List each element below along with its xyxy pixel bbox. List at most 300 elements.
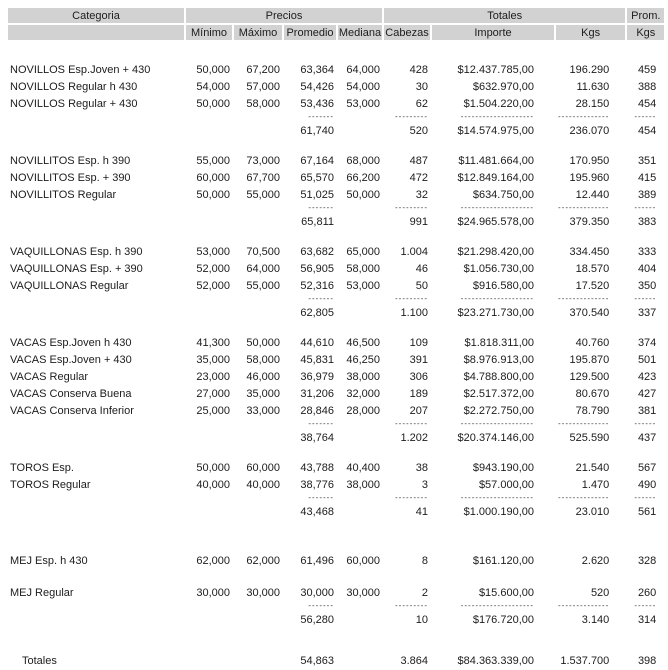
dash-kgs: --------------: [558, 420, 610, 428]
subtotal-categoria: [8, 612, 184, 627]
cell-promedio: 44,610: [300, 336, 334, 349]
cell-prom_kgs: 567: [637, 461, 657, 474]
cell-prom_kgs: 459: [637, 63, 657, 76]
table-row: [8, 62, 664, 77]
cell-kgs: 2.620: [581, 554, 610, 567]
cell-prom_kgs: 333: [637, 245, 657, 258]
cell-prom_kgs: 388: [637, 80, 657, 93]
cell-minimo: 60,000: [196, 171, 230, 184]
cell-maximo: 64,000: [246, 262, 280, 275]
cell-minimo: 50,000: [196, 188, 230, 201]
cell-importe: $12.437.785,00: [457, 63, 534, 76]
cell-kgs: 11.630: [576, 80, 610, 93]
subtotal-cabezas: 520: [409, 124, 428, 137]
spacer-cell: [8, 629, 664, 651]
dash-mediana: [338, 420, 382, 428]
table-row: [8, 170, 664, 185]
cell-mediana: 32,000: [346, 387, 380, 400]
totals-cabezas: 3.864: [400, 654, 428, 667]
cell-minimo: 62,000: [196, 554, 230, 567]
dash-prom_kgs: ------: [634, 420, 657, 428]
totals-maximo: [234, 653, 282, 668]
dash-kgs: --------------: [558, 602, 610, 610]
cell-mediana: 46,500: [346, 336, 380, 349]
cell-cabezas: 189: [409, 387, 428, 400]
cell-cabezas: 109: [409, 336, 428, 349]
dash-categoria: [8, 602, 184, 610]
subtotal-maximo: [234, 123, 282, 138]
cell-mediana: 38,000: [346, 370, 380, 383]
subtotal-row: [8, 214, 664, 229]
cell-categoria: VAQUILLONAS Regular: [10, 279, 129, 292]
cell-importe: $943.190,00: [472, 461, 534, 474]
cell-importe: $57.000,00: [478, 478, 534, 491]
subtotal-row: [8, 305, 664, 320]
cell-promedio: 38,776: [300, 478, 334, 491]
cell-mediana: 46,250: [346, 353, 380, 366]
cell-mediana: 60,000: [346, 554, 380, 567]
dash-kgs: --------------: [558, 494, 610, 502]
subtotal-promedio: 65,811: [301, 215, 334, 228]
separator-row: [8, 295, 664, 303]
header-categoria-blank: [8, 25, 184, 40]
dash-categoria: [8, 420, 184, 428]
cell-mediana: 53,000: [346, 279, 380, 292]
cell-kgs: 78.790: [575, 404, 610, 417]
dash-categoria: [8, 295, 184, 303]
dash-cabezas: ---------: [395, 113, 428, 121]
subtotal-minimo: [186, 214, 232, 229]
cell-kgs: 170.950: [569, 154, 610, 167]
subtotal-cabezas: 1.100: [400, 306, 428, 319]
dash-minimo: [186, 420, 232, 428]
cell-importe: $15.600,00: [478, 586, 534, 599]
cell-prom_kgs: 423: [637, 370, 657, 383]
spacer-row: [8, 140, 664, 151]
dash-maximo: [234, 602, 282, 610]
cell-minimo: 50,000: [196, 97, 230, 110]
dash-kgs: --------------: [558, 113, 610, 121]
cell-cabezas: 32: [415, 188, 428, 201]
spacer-row: [8, 42, 664, 60]
dash-mediana: [338, 113, 382, 121]
cell-prom_kgs: 389: [637, 188, 657, 201]
subtotal-importe: $1.000.190,00: [463, 505, 534, 518]
cell-cabezas: 428: [409, 63, 428, 76]
cell-categoria: MEJ Regular: [10, 586, 74, 599]
cell-maximo: 40,000: [246, 478, 280, 491]
cell-prom_kgs: 381: [637, 404, 657, 417]
separator-row: [8, 204, 664, 212]
table-footer: [8, 653, 664, 668]
subtotal-minimo: [186, 612, 232, 627]
cell-prom_kgs: 404: [637, 262, 657, 275]
cell-prom_kgs: 501: [637, 353, 657, 366]
cell-categoria: NOVILLITOS Regular: [10, 188, 117, 201]
cell-cabezas: 38: [415, 461, 428, 474]
cell-importe: $12.849.164,00: [457, 171, 534, 184]
cell-prom_kgs: 260: [637, 586, 657, 599]
cell-importe: $1.504.220,00: [463, 97, 534, 110]
cell-maximo: 62,000: [246, 554, 280, 567]
dash-cabezas: ---------: [395, 420, 428, 428]
table-row: [8, 369, 664, 384]
spacer-cell: [8, 42, 664, 60]
cell-mediana: 54,000: [346, 80, 380, 93]
cell-minimo: 53,000: [196, 245, 230, 258]
subtotal-maximo: [234, 430, 282, 445]
cell-importe: $1.818.311,00: [464, 336, 534, 349]
subtotal-prom_kgs: 383: [637, 215, 657, 228]
subtotal-minimo: [186, 123, 232, 138]
spacer-cell: [8, 322, 664, 333]
dash-kgs: --------------: [558, 204, 610, 212]
header-totales: Totales: [384, 8, 625, 23]
dash-maximo: [234, 113, 282, 121]
table-row: [8, 244, 664, 259]
table-row: [8, 477, 664, 492]
price-report-table: [6, 6, 666, 670]
subtotal-mediana: [338, 305, 382, 320]
spacer-cell: [8, 521, 664, 551]
dash-prom_kgs: ------: [634, 113, 657, 121]
header-row-columns: [8, 25, 664, 40]
cell-importe: $1.056.730,00: [463, 262, 534, 275]
cell-maximo: 58,000: [246, 97, 280, 110]
cell-prom_kgs: 454: [637, 97, 657, 110]
cell-prom_kgs: 374: [637, 336, 657, 349]
dash-importe: --------------------: [460, 494, 534, 502]
subtotal-promedio: 38,764: [300, 431, 334, 444]
cell-mediana: 66,200: [346, 171, 380, 184]
cell-categoria: NOVILLITOS Esp. h 390: [10, 154, 131, 167]
header-maximo: Máximo: [234, 25, 282, 40]
dash-importe: --------------------: [460, 602, 534, 610]
cell-importe: $161.120,00: [472, 554, 534, 567]
header-mediana: Mediana: [338, 26, 382, 39]
cell-kgs: 40.760: [575, 336, 610, 349]
dash-prom_kgs: ------: [634, 602, 657, 610]
header-row-groups: [8, 8, 664, 23]
cell-cabezas: 487: [409, 154, 428, 167]
spacer-row: [8, 629, 664, 651]
subtotal-prom_kgs: 337: [637, 306, 657, 319]
subtotal-mediana: [338, 123, 382, 138]
cell-mediana: 40,400: [346, 461, 380, 474]
header-categoria: Categoria: [8, 8, 184, 23]
cell-minimo: 30,000: [196, 586, 230, 599]
subtotal-row: [8, 612, 664, 627]
cell-kgs: 195.960: [569, 171, 610, 184]
cell-kgs: 196.290: [569, 63, 610, 76]
cell-kgs: 195.870: [569, 353, 610, 366]
dash-maximo: [234, 295, 282, 303]
subtotal-maximo: [234, 214, 282, 229]
cell-cabezas: 62: [415, 97, 428, 110]
cell-kgs: 520: [590, 586, 610, 599]
cell-promedio: 67,164: [300, 154, 334, 167]
dash-categoria: [8, 204, 184, 212]
cell-promedio: 31,206: [300, 387, 334, 400]
cell-promedio: 65,570: [300, 171, 334, 184]
dash-mediana: [338, 602, 382, 610]
header-prom-kgs: Kgs: [627, 25, 664, 40]
dash-prom_kgs: ------: [634, 494, 657, 502]
dash-importe: --------------------: [460, 420, 534, 428]
cell-minimo: 40,000: [196, 478, 230, 491]
subtotal-mediana: [338, 214, 382, 229]
subtotal-prom_kgs: 561: [637, 505, 657, 518]
cell-cabezas: 8: [421, 554, 428, 567]
table-row: [8, 187, 664, 202]
subtotal-row: [8, 504, 664, 519]
table-row: [8, 553, 664, 568]
cell-prom_kgs: 351: [637, 154, 657, 167]
header-kgs: Kgs: [556, 25, 625, 40]
cell-kgs: 12.440: [575, 188, 610, 201]
header-importe: Importe: [432, 25, 554, 40]
header-precios: Precios: [186, 8, 382, 23]
cell-promedio: 45,831: [300, 353, 334, 366]
cell-cabezas: 306: [409, 370, 428, 383]
dash-mediana: [338, 295, 382, 303]
totals-label: Totales: [22, 654, 57, 667]
cell-promedio: 63,682: [300, 245, 334, 258]
cell-mediana: 65,000: [346, 245, 380, 258]
table-row: [8, 278, 664, 293]
cell-promedio: 61,496: [300, 554, 334, 567]
cell-maximo: 70,500: [246, 245, 280, 258]
cell-minimo: 35,000: [196, 353, 230, 366]
cell-prom_kgs: 427: [637, 387, 657, 400]
spacer-row: [8, 231, 664, 242]
cell-categoria: VAQUILLONAS Esp. h 390: [10, 245, 143, 258]
table-row: [8, 585, 664, 600]
subtotal-kgs: 3.140: [581, 613, 610, 626]
cell-promedio: 51,025: [300, 188, 334, 201]
subtotal-row: [8, 123, 664, 138]
subtotal-mediana: [338, 504, 382, 519]
subtotal-kgs: 370.540: [569, 306, 610, 319]
cell-kgs: 21.540: [575, 461, 610, 474]
cell-categoria: VACAS Esp.Joven + 430: [10, 353, 132, 366]
cell-categoria: VACAS Regular: [10, 370, 89, 383]
dash-categoria: [8, 494, 184, 502]
header-minimo: Mínimo: [186, 25, 232, 40]
cell-cabezas: 472: [409, 171, 428, 184]
dash-maximo: [234, 494, 282, 502]
subtotal-minimo: [186, 430, 232, 445]
cell-importe: $2.517.372,00: [463, 387, 534, 400]
dash-importe: --------------------: [460, 204, 534, 212]
table-header: [8, 8, 664, 40]
totals-importe: $84.363.339,00: [457, 654, 534, 667]
cell-categoria: NOVILLOS Esp.Joven + 430: [10, 63, 151, 76]
cell-importe: $21.298.420,00: [457, 245, 534, 258]
cell-promedio: 52,316: [300, 279, 334, 292]
cell-promedio: 28,846: [300, 404, 334, 417]
cell-minimo: 52,000: [196, 262, 230, 275]
cell-mediana: 58,000: [346, 262, 380, 275]
cell-prom_kgs: 490: [637, 478, 657, 491]
cell-mediana: 53,000: [346, 97, 380, 110]
cell-maximo: 46,000: [246, 370, 280, 383]
subtotal-prom_kgs: 437: [637, 431, 657, 444]
dash-maximo: [234, 204, 282, 212]
table-row: [8, 96, 664, 111]
dash-importe: --------------------: [460, 113, 534, 121]
cell-maximo: 55,000: [246, 279, 280, 292]
dash-cabezas: ---------: [395, 494, 428, 502]
cell-kgs: 80.670: [575, 387, 610, 400]
cell-categoria: VAQUILLONAS Esp. + 390: [10, 262, 143, 275]
subtotal-cabezas: 991: [409, 215, 428, 228]
subtotal-importe: $176.720,00: [472, 613, 534, 626]
subtotal-kgs: 236.070: [569, 124, 610, 137]
cell-cabezas: 3: [421, 478, 428, 491]
cell-categoria: TOROS Esp.: [10, 461, 74, 474]
header-prom: Prom.: [627, 8, 664, 23]
dash-cabezas: ---------: [395, 204, 428, 212]
subtotal-categoria: [8, 504, 184, 519]
dash-promedio: -------: [308, 420, 334, 428]
cell-kgs: 334.450: [569, 245, 610, 258]
cell-maximo: 35,000: [246, 387, 280, 400]
subtotal-prom_kgs: 314: [637, 613, 657, 626]
subtotal-promedio: 62,805: [300, 306, 334, 319]
cell-categoria: VACAS Conserva Inferior: [10, 404, 134, 417]
table-row: [8, 403, 664, 418]
cell-cabezas: 207: [409, 404, 428, 417]
cell-kgs: 1.470: [581, 478, 610, 491]
cell-importe: $11.481.664,00: [458, 154, 534, 167]
subtotal-cabezas: 1.202: [400, 431, 428, 444]
spacer-row: [8, 322, 664, 333]
cell-maximo: 73,000: [246, 154, 280, 167]
table-row: [8, 460, 664, 475]
cell-prom_kgs: 415: [637, 171, 657, 184]
cell-minimo: 25,000: [196, 404, 230, 417]
subtotal-categoria: [8, 305, 184, 320]
dash-mediana: [338, 204, 382, 212]
subtotal-importe: $14.574.975,00: [457, 124, 534, 137]
dash-promedio: -------: [308, 494, 334, 502]
dash-mediana: [338, 494, 382, 502]
cell-kgs: 17.520: [575, 279, 610, 292]
cell-maximo: 55,000: [246, 188, 280, 201]
dash-minimo: [186, 602, 232, 610]
subtotal-maximo: [234, 305, 282, 320]
cell-minimo: 50,000: [196, 461, 230, 474]
table-row: [8, 261, 664, 276]
cell-kgs: 28.150: [575, 97, 610, 110]
spacer-cell: [8, 231, 664, 242]
cell-minimo: 54,000: [196, 80, 230, 93]
dash-cabezas: ---------: [395, 602, 428, 610]
separator-row: [8, 420, 664, 428]
dash-maximo: [234, 420, 282, 428]
subtotal-categoria: [8, 214, 184, 229]
spacer-row: [8, 570, 664, 583]
subtotal-kgs: 379.350: [569, 215, 610, 228]
cell-importe: $4.788.800,00: [463, 370, 534, 383]
dash-minimo: [186, 204, 232, 212]
cell-importe: $632.970,00: [472, 80, 534, 93]
dash-categoria: [8, 113, 184, 121]
subtotal-maximo: [234, 504, 282, 519]
cell-promedio: 30,000: [300, 586, 334, 599]
cell-cabezas: 46: [415, 262, 428, 275]
cell-maximo: 67,700: [246, 171, 280, 184]
cell-importe: $916.580,00: [472, 279, 534, 292]
cell-maximo: 57,000: [246, 80, 280, 93]
subtotal-row: [8, 430, 664, 445]
cell-categoria: MEJ Esp. h 430: [10, 554, 88, 567]
cell-maximo: 60,000: [246, 461, 280, 474]
subtotal-minimo: [186, 504, 232, 519]
subtotal-importe: $23.271.730,00: [457, 306, 534, 319]
cell-maximo: 58,000: [246, 353, 280, 366]
spacer-cell: [8, 447, 664, 458]
cell-mediana: 64,000: [346, 63, 380, 76]
cell-cabezas: 30: [415, 80, 428, 93]
cell-kgs: 18.570: [575, 262, 610, 275]
cell-cabezas: 391: [409, 353, 428, 366]
report-table-body: [8, 42, 664, 651]
subtotal-kgs: 23.010: [575, 505, 610, 518]
cell-categoria: NOVILLOS Regular h 430: [10, 80, 138, 93]
subtotal-prom_kgs: 454: [637, 124, 657, 137]
cell-importe: $634.750,00: [472, 188, 534, 201]
dash-promedio: -------: [308, 602, 334, 610]
header-cabezas: Cabezas: [385, 26, 429, 39]
dash-promedio: -------: [308, 113, 334, 121]
separator-row: [8, 113, 664, 121]
header-promedio: Promedio: [284, 25, 336, 40]
subtotal-categoria: [8, 123, 184, 138]
subtotal-promedio: 43,468: [300, 505, 334, 518]
subtotal-mediana: [338, 612, 382, 627]
cell-categoria: NOVILLITOS Esp. + 390: [10, 171, 131, 184]
subtotal-promedio: 61,740: [300, 124, 334, 137]
cell-mediana: 50,000: [346, 188, 380, 201]
cell-importe: $8.976.913,00: [463, 353, 534, 366]
cell-promedio: 53,436: [300, 97, 334, 110]
cell-minimo: 41,300: [196, 336, 230, 349]
subtotal-promedio: 56,280: [300, 613, 334, 626]
cell-categoria: VACAS Esp.Joven h 430: [10, 336, 132, 349]
dash-prom_kgs: ------: [634, 295, 657, 303]
cell-maximo: 33,000: [246, 404, 280, 417]
cell-cabezas: 50: [415, 279, 428, 292]
dash-minimo: [186, 113, 232, 121]
cell-minimo: 50,000: [196, 63, 230, 76]
table-row: [8, 335, 664, 350]
cell-importe: $2.272.750,00: [463, 404, 534, 417]
dash-importe: --------------------: [460, 295, 534, 303]
subtotal-importe: $24.965.578,00: [457, 215, 534, 228]
subtotal-cabezas: 41: [415, 505, 428, 518]
spacer-row: [8, 447, 664, 458]
dash-promedio: -------: [308, 204, 334, 212]
subtotal-minimo: [186, 305, 232, 320]
cell-minimo: 52,000: [196, 279, 230, 292]
cell-promedio: 43,788: [300, 461, 334, 474]
subtotal-importe: $20.374.146,00: [457, 431, 534, 444]
spacer-row: [8, 521, 664, 551]
separator-row: [8, 494, 664, 502]
subtotal-cabezas: 10: [415, 613, 428, 626]
